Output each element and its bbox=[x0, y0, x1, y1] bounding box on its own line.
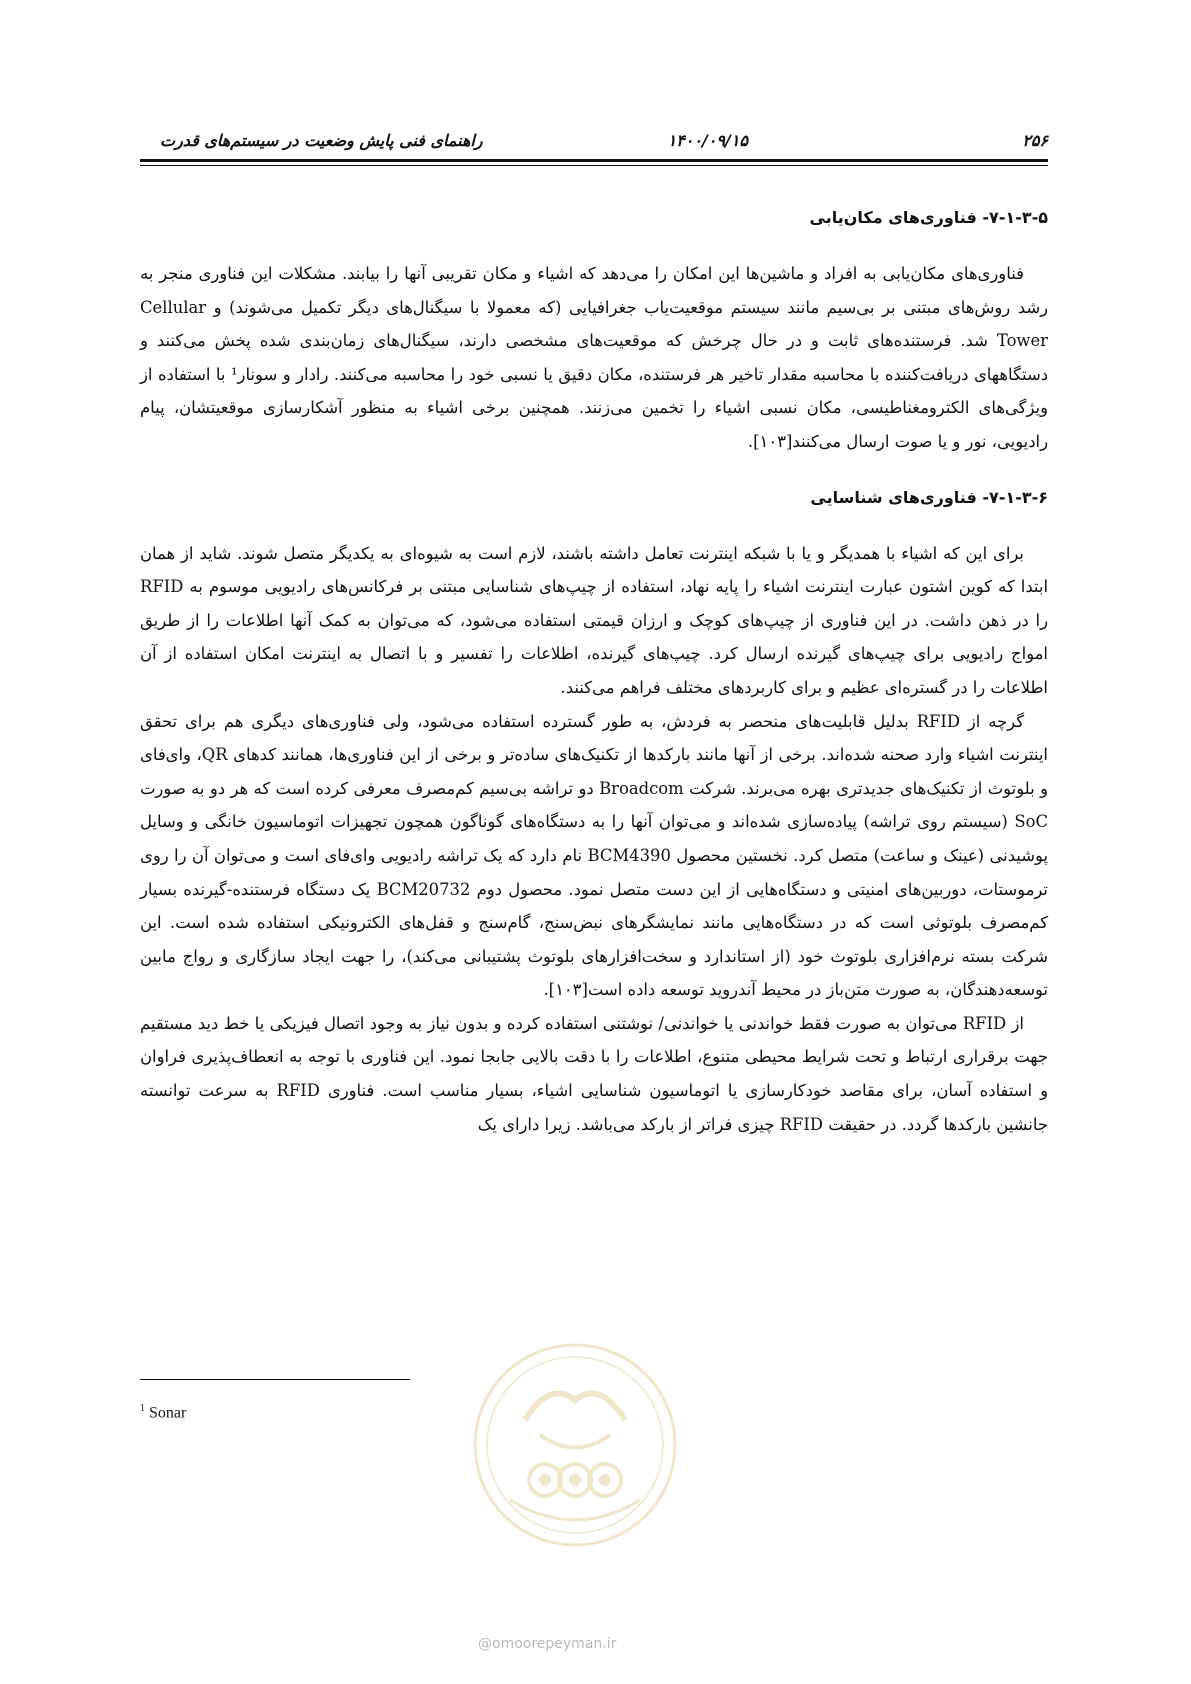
page-body bbox=[140, 205, 1048, 1141]
footnote-divider bbox=[140, 1379, 410, 1380]
paragraph-localization: فناوری‌های مکان‌یابی به افراد و ماشین‌ها این امکان را می‌دهد که اشیاء و مکان تقریبی آنها را بیابند. مشکلات این فناوری منجر به رشد روش‌های مبتنی بر بی‌سیم مانند سیستم موقعیت‌یاب جغرافیایی (که معمولا با سیگنال‌های دیگر تکمیل می‌شوند) و Cellular Tower شد. فرستنده‌های ثابت و در حال چرخش که موقعیت‌های مشخصی دارند، سیگنال‌های زمان‌بندی شده پخش می‌کنند و دستگاههای دریافت‌کننده با محاسبه مقدار تاخیر هر فرستنده، مکان دقیق یا نسبی خود را محاسبه می‌کنند. رادار و سونار¹ با استفاده از ویژگی‌های الکترومغناطیسی، مکان نسبی اشیاء را تخمین می‌زنند. همچنین برخی اشیاء به منظور آشکارسازی موقعیتشان، پیام رادیویی، نور و یا صوت ارسال می‌کنند[۱۰۳]. bbox=[140, 264, 1049, 451]
header-title: راهنمای فنی پایش وضعیت در سیستم‌های قدرت bbox=[160, 131, 483, 150]
paragraph-identification-1: برای این که اشیاء با همدیگر و یا با شبکه اینترنت تعامل داشته باشند، لازم است به شیوه‌ای به یکدیگر متصل شوند. شاید از همان ابتدا که کوین اشتون عبارت اینترنت اشیاء را پایه نهاد، استفاده از چیپ‌های شناسایی مبتنی بر فرکانس‌های رادیویی موسوم به RFID را در ذهن داشت. در این فناوری از چیپ‌های کوچک و ارزان قیمتی استفاده می‌شود، که می‌توان به کمک آنها اطلاعات را از طریق امواج رادیویی برای چیپ‌های گیرنده ارسال کرد. چیپ‌های گیرنده، اطلاعات را تفسیر و با اتصال به اینترنت امکان استفاده از آن اطلاعات را در گستره‌ای عظیم و برای کاربردهای مختلف فراهم می‌کنند. bbox=[140, 543, 1048, 697]
footnote-marker: 1 bbox=[140, 1403, 145, 1414]
page-number: ۲۵۶ bbox=[1022, 131, 1048, 150]
watermark-website: @omoorepeyman.ir bbox=[478, 1636, 617, 1652]
paragraph-identification-2: گرچه از RFID بدلیل قابلیت‌های منحصر به فردش، به طور گسترده استفاده می‌شود، ولی فناوری‌های دیگری هم برای تحقق اینترنت اشیاء وارد صحنه شده‌اند. برخی از آنها مانند بارکدها از تکنیک‌های ساده‌تر و برخی از این فناوری‌ها، همانند کدهای QR، وای‌فای و بلوتوث از تکنیک‌های جدیدتری بهره می‌برند. شرکت Broadcom دو تراشه بی‌سیم کم‌مصرف معرفی کرده است که هر دو به صورت SoC (سیستم روی تراشه) پیاده‌سازی شده‌اند و می‌توان آنها را به دستگاه‌های گوناگون همچون تجهیزات اتوماسیون خانگی و وسایل پوشیدنی (عینک و ساعت) متصل کرد. نخستین محصول BCM4390 نام دارد که یک تراشه رادیویی وای‌فای است و می‌توان آن را روی ترموستات، دوربین‌های امنیتی و دستگاه‌هایی از این دست متصل نمود. محصول دوم BCM20732 یک دستگاه فرستنده-گیرنده بسیار کم‌مصرف بلوتوثی است که در دستگاه‌هایی مانند نمایشگرهای نبض‌سنج، گام‌سنج و قفل‌های الکترونیکی استفاده شده است. این شرکت بسته نرم‌افزاری بلوتوث خود (از استاندارد و سخت‌افزارهای بلوتوث پشتیبانی می‌کند)، را جهت ایجاد سازگاری و رواج مابین توسعه‌دهندگان، به صورت متن‌باز در محیط آندروید توسعه داده است[۱۰۳]. bbox=[140, 711, 1049, 1000]
watermark-logo-seal bbox=[470, 1340, 680, 1550]
footnote bbox=[140, 1403, 186, 1422]
page-header bbox=[140, 125, 1048, 155]
header-date: ۱۴۰۰/۰۹/۱۵ bbox=[667, 131, 748, 150]
footnote-text: Sonar bbox=[149, 1404, 187, 1422]
paragraph-identification-3: از RFID می‌توان به صورت فقط خواندنی یا خواندنی/ نوشتنی استفاده کرده و بدون نیاز به وجود اتصال فیزیکی یا خط دید مستقیم جهت برقراری ارتباط و تحت شرایط محیطی متنوع، اطلاعات را با دقت بالایی جابجا نمود. این فناوری با توجه به انعطاف‌پذیری فراوان و استفاده آسان، برای مقاصد خودکارسازی یا اتوماسیون شناسایی اشیاء، بسیار مناسب است. فناوری RFID به سرعت توانسته جانشین بارکدها گردد. در حقیقت RFID چیزی فراتر از بارکد می‌باشد. زیرا دارای یک bbox=[140, 1013, 1048, 1134]
section-heading-localization: ۷-۱-۳-۵- فناوری‌های مکان‌یابی bbox=[809, 208, 1048, 227]
section-heading-identification: ۷-۱-۳-۶- فناوری‌های شناسایی bbox=[810, 487, 1048, 507]
header-rule-thin bbox=[140, 165, 1048, 166]
header-rule-thick bbox=[140, 159, 1048, 162]
